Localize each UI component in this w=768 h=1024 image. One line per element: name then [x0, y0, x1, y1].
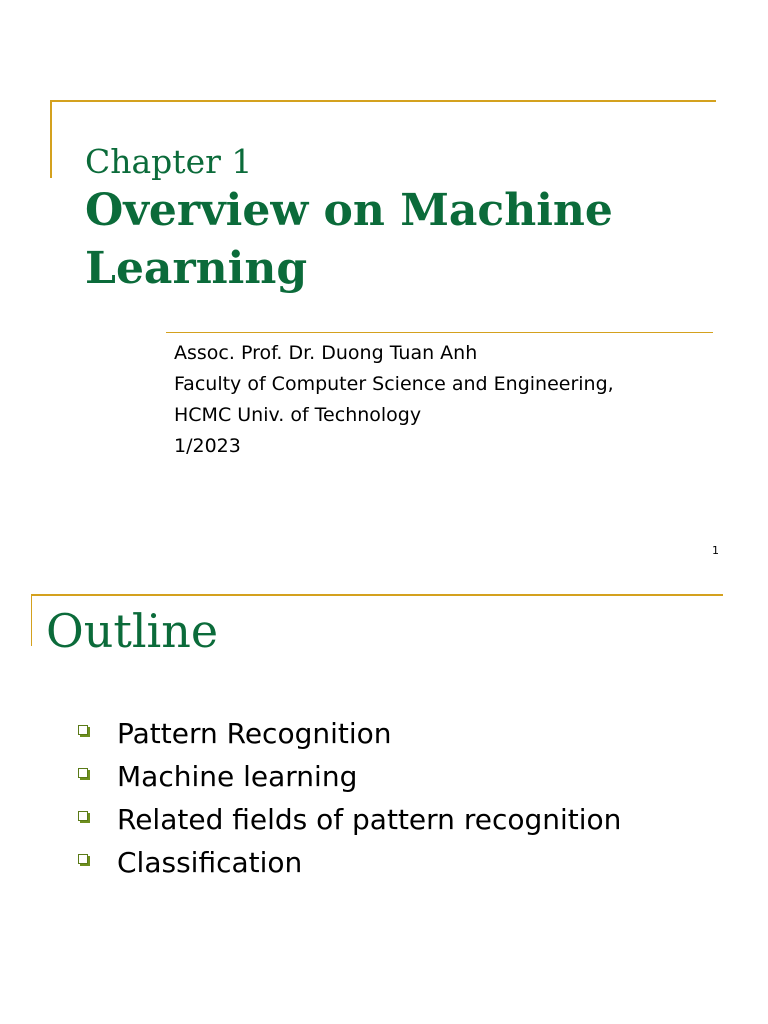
- outline-slide: [0, 580, 768, 1024]
- author-name: Assoc. Prof. Dr. Duong Tuan Anh: [174, 342, 478, 364]
- date: 1/2023: [174, 435, 241, 457]
- top-rule: [31, 594, 723, 596]
- square-bullet-icon: [78, 725, 88, 735]
- slide-title: [85, 182, 685, 298]
- list-item-label: Pattern Recognition: [117, 717, 392, 750]
- page-number: 1: [712, 544, 719, 557]
- chapter-label: Chapter 1: [85, 142, 253, 181]
- square-bullet-icon: [78, 811, 88, 821]
- square-bullet-icon: [78, 854, 88, 864]
- left-rule: [50, 100, 52, 178]
- list-item-label: Machine learning: [117, 760, 358, 793]
- title-line-1: Overview on Machine: [85, 185, 613, 236]
- square-bullet-icon: [78, 768, 88, 778]
- outline-title: Outline: [46, 604, 219, 658]
- university-name: HCMC Univ. of Technology: [174, 404, 422, 426]
- list-item-label: Classification: [117, 846, 303, 879]
- subtitle-rule: [166, 332, 713, 333]
- faculty-name: Faculty of Computer Science and Engineering,: [174, 373, 614, 395]
- author-block: [174, 338, 614, 462]
- top-rule: [50, 100, 716, 102]
- left-rule: [31, 594, 32, 646]
- title-line-2: Learning: [85, 243, 308, 294]
- list-item-label: Related fields of pattern recognition: [117, 803, 622, 836]
